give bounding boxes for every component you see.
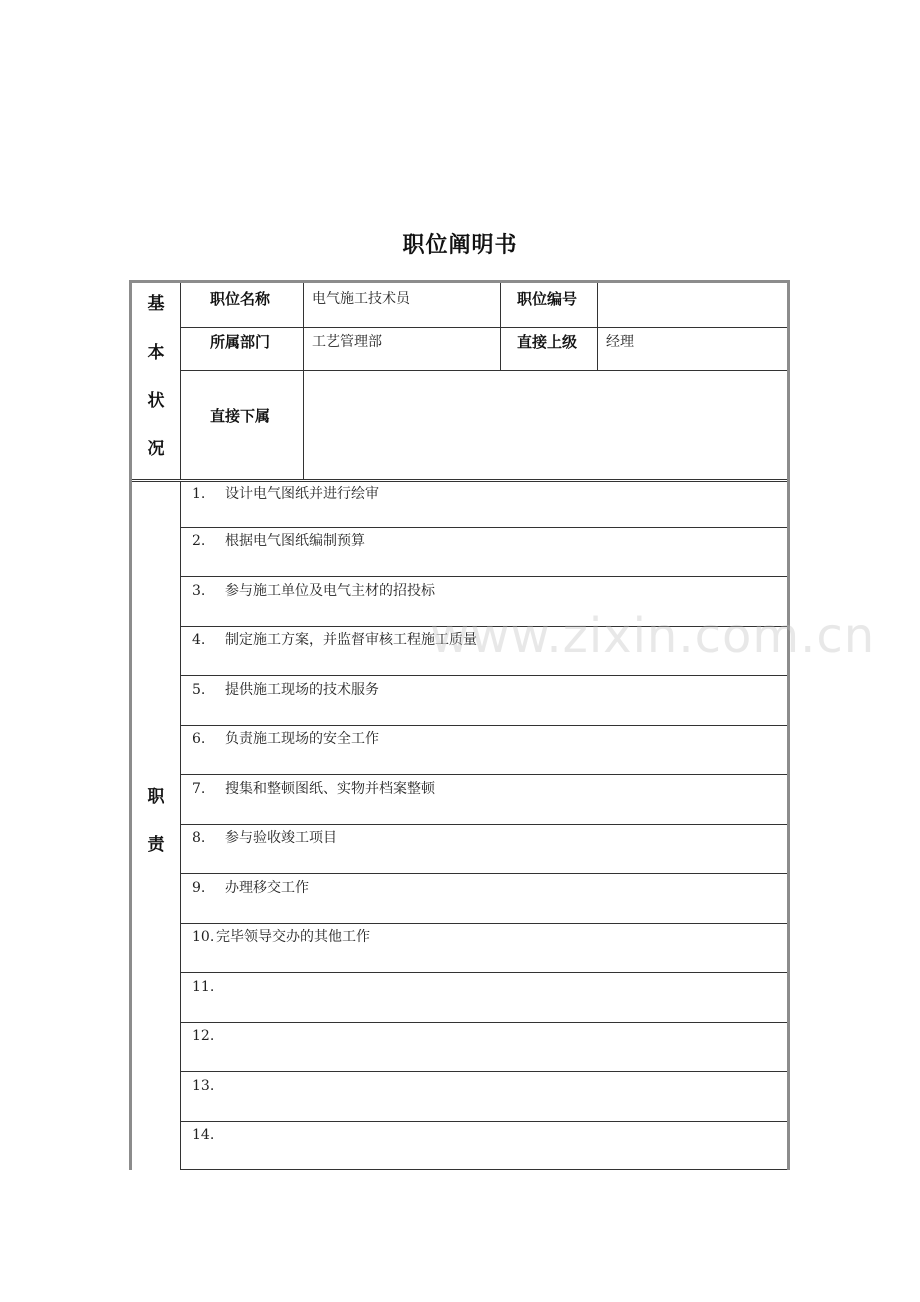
job-description-table <box>129 280 790 1170</box>
duties-side-char: 职 <box>147 787 165 807</box>
basic-info-side-char: 基 <box>147 294 165 314</box>
duty-item: 4. 制定施工方案，并监督审核工程施工质量 <box>192 632 477 648</box>
duty-item: 10. 完毕领导交办的其他工作 <box>192 929 370 945</box>
basic-info-side-char: 状 <box>147 391 165 411</box>
duties-side-char: 责 <box>147 835 165 855</box>
superior-value: 经理 <box>606 334 634 350</box>
position-name-label: 职位名称 <box>210 290 271 308</box>
superior-label: 直接上级 <box>517 333 578 351</box>
subordinate-label: 直接下属 <box>210 407 271 425</box>
position-name-value: 电气施工技术员 <box>312 291 410 307</box>
duty-item: 7. 搜集和整顿图纸、实物并档案整顿 <box>192 781 435 797</box>
duty-item: 1. 设计电气图纸并进行绘审 <box>192 486 379 502</box>
duty-item: 5. 提供施工现场的技术服务 <box>192 682 379 698</box>
duty-item: 8. 参与验收竣工项目 <box>192 830 337 846</box>
document-title: 职位阐明书 <box>402 233 518 258</box>
duty-item: 2. 根据电气图纸编制预算 <box>192 533 365 549</box>
duty-item: 12. <box>192 1028 215 1044</box>
position-code-label: 职位编号 <box>517 290 578 308</box>
basic-info-side-char: 本 <box>147 343 165 363</box>
duty-item: 14. <box>192 1127 215 1143</box>
department-label: 所属部门 <box>210 333 271 351</box>
basic-info-side-char: 况 <box>147 439 165 459</box>
department-value: 工艺管理部 <box>312 334 382 350</box>
duty-item: 9. 办理移交工作 <box>192 880 309 896</box>
duty-item: 6. 负责施工现场的安全工作 <box>192 731 379 747</box>
watermark: www.zixin.com.cn <box>430 608 876 664</box>
duty-item: 11. <box>192 979 215 995</box>
duty-item: 3. 参与施工单位及电气主材的招投标 <box>192 583 435 599</box>
duty-item: 13. <box>192 1078 215 1094</box>
